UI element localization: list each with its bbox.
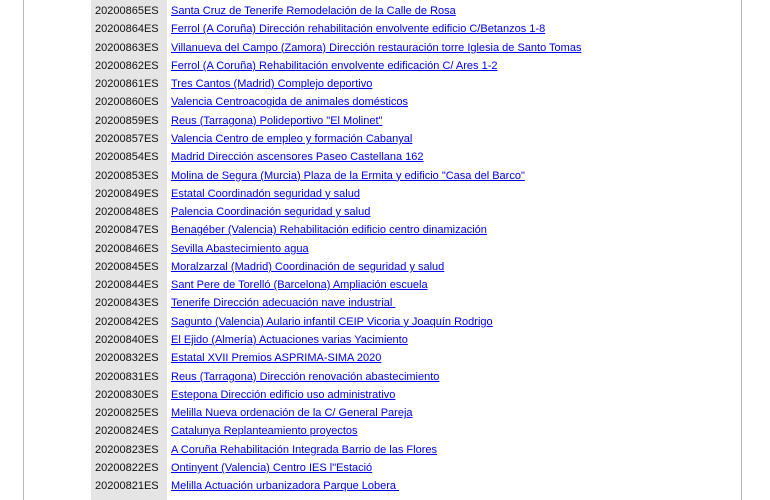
project-code: 20200840ES [95,334,159,347]
project-code: 20200861ES [95,78,159,91]
project-code: 20200846ES [95,242,159,255]
project-code: 20200853ES [95,169,159,182]
project-title-link[interactable]: Villanueva del Campo (Zamora) Dirección restauración torre Iglesia de Santo Tomas [171,41,582,54]
project-code: 20200830ES [95,388,159,401]
table-row [0,477,770,495]
project-title-link[interactable]: Reus (Tarragona) Dirección renovación abastecimiento [171,370,440,383]
project-title-link[interactable]: Valencia Centro de empleo y formación Cabanyal [171,132,413,145]
project-title-link[interactable]: Tres Cantos (Madrid) Complejo deportivo [171,78,373,91]
project-code: 20200831ES [95,370,159,383]
table-row [0,167,770,185]
project-title-link[interactable]: Estepona Dirección edificio uso administrativo [171,388,396,401]
project-title-link[interactable]: Tenerife Dirección adecuación nave industrial [171,297,396,310]
table-row [0,221,770,239]
project-code: 20200845ES [95,260,159,273]
table-row [0,75,770,93]
project-title-link[interactable]: Sagunto (Valencia) Aulario infantil CEIP Vicoria y Joaquín Rodrigo [171,315,493,328]
project-code: 20200857ES [95,132,159,145]
project-code: 20200824ES [95,425,159,438]
table-row [0,313,770,331]
project-code: 20200832ES [95,352,159,365]
project-title-link[interactable]: Benagéber (Valencia) Rehabilitación edificio centro dinamización [171,224,487,237]
project-title-link[interactable]: Valencia Centroacogida de animales domésticos [171,96,409,109]
table-row [0,331,770,349]
table-row [0,441,770,459]
project-code: 20200822ES [95,462,159,474]
table-row [0,148,770,166]
table-row [0,39,770,57]
table-row [0,422,770,440]
table-row [0,386,770,404]
project-title-link[interactable]: Estatal Coordinadón seguridad y salud [171,187,360,200]
project-title-link[interactable]: Sant Pere de Torelló (Barcelona) Ampliación escuela [171,279,428,292]
project-title-link[interactable]: Ontinyent (Valencia) Centro IES l"Estació [171,462,373,474]
project-title-link[interactable]: Ferrol (A Coruña) Dirección rehabilitación envolvente edificio C/Betanzos 1-8 [171,23,546,36]
table-row [0,112,770,130]
project-title-link[interactable]: Santa Cruz de Tenerife Remodelación de la Calle de Rosa [171,5,456,17]
project-code: 20200847ES [95,224,159,237]
project-title-link[interactable]: A Coruña Rehabilitación Integrada Barrio de las Flores [171,443,437,456]
project-title-link[interactable]: Melilla Nueva ordenación de la C/ General Pareja [171,407,413,420]
table-row [0,258,770,276]
project-code: 20200825ES [95,407,159,420]
table-row [0,404,770,422]
project-title-link[interactable]: El Ejido (Almería) Actuaciones varias Yacimiento [171,334,408,347]
table-row [0,459,770,477]
project-title-link[interactable]: Palencia Coordinación seguridad y salud [171,206,371,219]
project-code: 20200823ES [95,443,159,456]
project-title-link[interactable]: Sevilla Abastecimiento agua [171,242,309,255]
table-row [0,93,770,111]
project-code: 20200854ES [95,151,159,164]
table-row [0,2,770,20]
table-row [0,130,770,148]
project-title-link[interactable]: Catalunya Replanteamiento proyectos [171,425,358,438]
project-code: 20200863ES [95,41,159,54]
project-title-link[interactable]: Molina de Segura (Murcia) Plaza de la Ermita y edificio "Casa del Barco" [171,169,525,182]
project-code: 20200859ES [95,114,159,127]
project-code: 20200843ES [95,297,159,310]
project-code: 20200844ES [95,279,159,292]
project-title-link[interactable]: Reus (Tarragona) Polideportivo "El Molinet" [171,114,383,127]
project-title-link[interactable]: Madrid Dirección ascensores Paseo Castellana 162 [171,151,424,164]
table-row [0,20,770,38]
table-row [0,185,770,203]
table-row [0,276,770,294]
table-row [0,240,770,258]
project-title-link[interactable]: Ferrol (A Coruña) Rehabilitación envolvente edificación C/ Ares 1-2 [171,59,498,72]
project-code: 20200862ES [95,59,159,72]
project-title-link[interactable]: Melilla Actuación urbanizadora Parque Lobera [171,480,400,493]
project-code: 20200848ES [95,206,159,219]
table-row [0,294,770,312]
project-code: 20200821ES [95,480,159,493]
table-row [0,203,770,221]
project-code: 20200849ES [95,187,159,200]
table-row [0,349,770,367]
table-row [0,57,770,75]
project-code: 20200860ES [95,96,159,109]
table-row [0,368,770,386]
project-code: 20200864ES [95,23,159,36]
project-code: 20200865ES [95,5,159,17]
project-title-link[interactable]: Moralzarzal (Madrid) Coordinación de seguridad y salud [171,260,445,273]
project-code: 20200842ES [95,315,159,328]
project-title-link[interactable]: Estatal XVII Premios ASPRIMA-SIMA 2020 [171,352,382,365]
